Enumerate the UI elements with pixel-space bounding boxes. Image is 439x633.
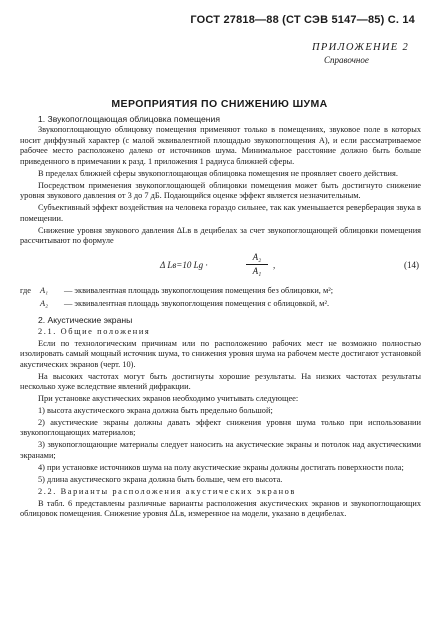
section-2-paragraph-1: Если по технологическим причинам или по расположению рабочих мест не возможно полностью изолировать самый мощный источник шума, то снижения уровня шума на рабочем месте достигают установкой акустических экранов (черт. 10). [20,338,421,369]
formula-lhs: Δ Lв=10 Lg · [160,260,208,271]
document-body [20,114,421,520]
formula-numerator: A₂ [246,252,268,264]
where-a1-symbol: A₁ [40,286,48,296]
where-a2-symbol: A₂ [40,298,48,308]
section-1-paragraph-4: Субъективный эффект воздействия на человека гораздо сильнее, так как уменьшается реверберация звука в помещении. [20,203,421,223]
formula-14 [20,252,421,282]
page-header: ГОСТ 27818—88 (СТ СЭВ 5147—85) С. 14 [190,14,415,26]
section-2-paragraph-2: На высоких частотах могут быть достигнуты хорошие результаты. На низких частотах результаты несколько хуже вследствие явлений дифракции. [20,371,421,392]
section-1-paragraph-2: В пределах ближней сферы звукопоглощающая облицовка помещения не проявляет своего действия. [38,168,398,178]
where-a2-text: — эквивалентная площадь звукопоглощения помещения с облицовкой, м². [64,298,330,308]
formula-denominator: A₁ [252,265,262,276]
section-2-paragraph-4: В табл. 6 представлены различные варианты расположения акустических экранов и звукопоглощающих облицовок помещения. Снижение уровня ΔLв, измеренное на модели, указано в децибелах. [20,498,421,519]
list-item-5: 5) длина акустического экрана должна быть больше, чем его высота. [38,474,283,484]
document-title: МЕРОПРИЯТИЯ ПО СНИЖЕНИЮ ШУМА [111,98,328,110]
subsection-2-2-heading: 2.2. Варианты расположения акустических экранов [38,486,296,496]
list-item-2: 2) акустические экраны должны давать эффект снижения уровня шума только при использовании звукопоглощающих материалов; [20,417,421,438]
annex-subtitle: Справочное [324,55,369,65]
annex-title: ПРИЛОЖЕНИЕ 2 [312,42,409,53]
section-2-heading: 2. Акустические экраны [38,315,133,326]
section-1-paragraph-1: Звукопоглощающую облицовку помещения применяют только в помещениях, звуковое поле в которых носит диффузный характер (с малой эквивалентной площадью звукопоглощения A), и если рассматриваемое рабочее место расположено далеко от источников шума. Минимальное расстояние должно быть больше приведенного в примечании к разд. 1 приложения 1 радиуса ближней сферы. [20,125,421,166]
where-label: где [20,286,31,296]
section-1-heading: 1. Звукопоглощающая облицовка помещения [38,114,220,124]
formula-tail: , [273,260,276,271]
formula-legend [20,286,421,309]
section-1-paragraph-3: Посредством применения звукопоглощающей облицовки помещения может быть достигнуто снижение уровня звукового давления от 3 до 7 дБ. Подающийся оценке эффект является незначительным. [20,180,421,201]
section-2-paragraph-3: При установке акустических экранов необходимо учитывать следующее: [38,394,299,404]
list-item-1: 1) высота акустического экрана должна быть предельно большой; [38,405,273,415]
formula-fraction [246,252,268,276]
list-item-3: 3) звукопоглощающие материалы следует наносить на акустические экраны и потолок над акустическими экранами; [20,440,421,460]
subsection-2-1-heading: 2.1. Общие положения [38,326,151,336]
section-1-paragraph-5: Снижение уровня звукового давления ΔLв в децибелах за счет звукопоглощающей облицовки помещения рассчитывают по формуле [20,225,421,245]
formula-number: (14) [404,260,419,271]
list-item-4: 4) при установке источников шума на полу акустические экраны должны достигать поверхности пола; [38,462,404,472]
where-a1-text: — эквивалентная площадь звукопоглощения помещения без облицовки, м²; [64,286,334,296]
annex-label [312,42,409,65]
